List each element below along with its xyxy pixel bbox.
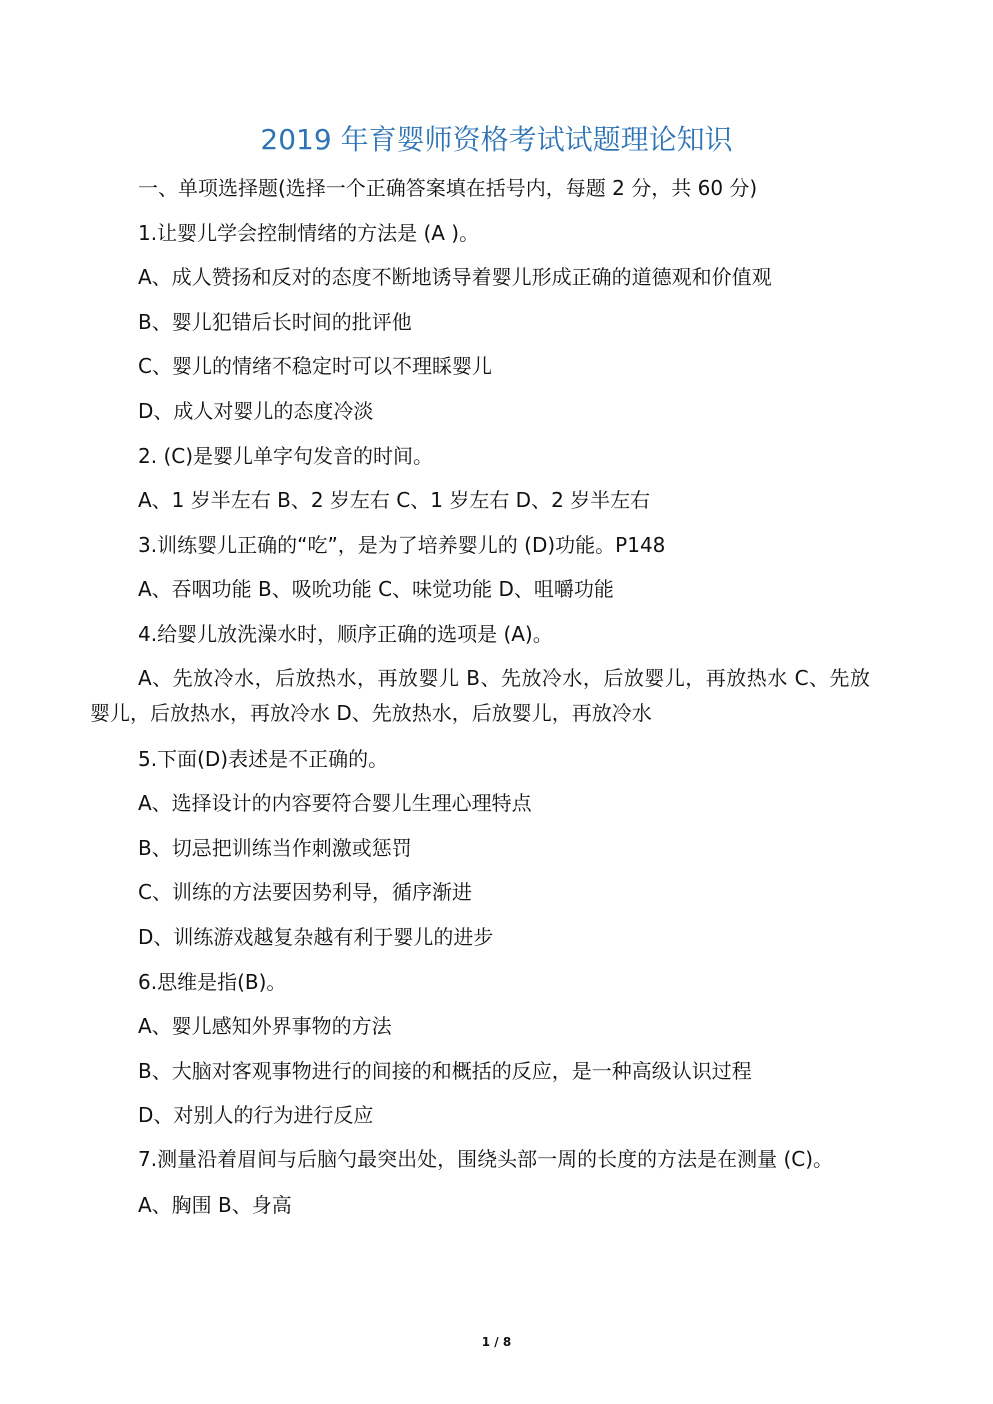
question-5-option-b: B、切忌把训练当作刺激或惩罚 xyxy=(138,835,412,860)
question-5-option-a: A、选择设计的内容要符合婴儿生理心理特点 xyxy=(138,791,532,816)
question-5-option-c: C、训练的方法要因势利导，循序渐进 xyxy=(138,880,472,905)
document-body xyxy=(90,166,870,1227)
question-1-option-b: B、婴儿犯错后长时间的批评他 xyxy=(138,309,412,334)
question-7-stem: 7.测量沿着眉间与后脑勺最突出处，围绕头部一周的长度的方法是在测量 (C)。 xyxy=(138,1146,834,1171)
question-7-options: A、胸围 B、身高 xyxy=(138,1192,292,1217)
question-1-option-c: C、婴儿的情绪不稳定时可以不理睬婴儿 xyxy=(138,354,492,379)
document-title: 2019 年育婴师资格考试试题理论知识 xyxy=(260,123,733,156)
question-5-stem: 5.下面(D)表述是不正确的。 xyxy=(138,746,389,771)
question-1-stem: 1.让婴儿学会控制情绪的方法是 (A )。 xyxy=(138,220,480,245)
question-6-option-d: D、对别人的行为进行反应 xyxy=(138,1103,374,1128)
question-1-option-d: D、成人对婴儿的态度冷淡 xyxy=(138,398,374,423)
page-number: 1 / 8 xyxy=(481,1335,512,1349)
question-2-options: A、1 岁半左右 B、2 岁左右 C、1 岁左右 D、2 岁半左右 xyxy=(138,488,651,513)
question-5-option-d: D、训练游戏越复杂越有利于婴儿的进步 xyxy=(138,924,494,949)
question-3-options: A、吞咽功能 B、吸吮功能 C、味觉功能 D、咀嚼功能 xyxy=(138,577,614,602)
question-4-stem: 4.给婴儿放洗澡水时，顺序正确的选项是 (A)。 xyxy=(138,621,553,646)
question-2-stem: 2. (C)是婴儿单字句发音的时间。 xyxy=(138,443,434,468)
question-1-option-a: A、成人赞扬和反对的态度不断地诱导着婴儿形成正确的道德观和价值观 xyxy=(138,265,772,290)
question-6-option-b: B、大脑对客观事物进行的间接的和概括的反应，是一种高级认识过程 xyxy=(138,1058,752,1083)
question-3-stem: 3.训练婴儿正确的“吃”，是为了培养婴儿的 (D)功能。P148 xyxy=(138,532,666,557)
section-heading: 一、单项选择题(选择一个正确答案填在括号内，每题 2 分，共 60 分) xyxy=(138,176,758,200)
question-6-stem: 6.思维是指(B)。 xyxy=(138,969,287,994)
question-4-options: A、先放冷水，后放热水，再放婴儿 B、先放冷水，后放婴儿，再放热水 C、先放婴儿，后放热水，再放冷水 D、先放热水，后放婴儿，再放冷水 xyxy=(90,665,870,725)
question-6-option-a: A、婴儿感知外界事物的方法 xyxy=(138,1014,392,1039)
